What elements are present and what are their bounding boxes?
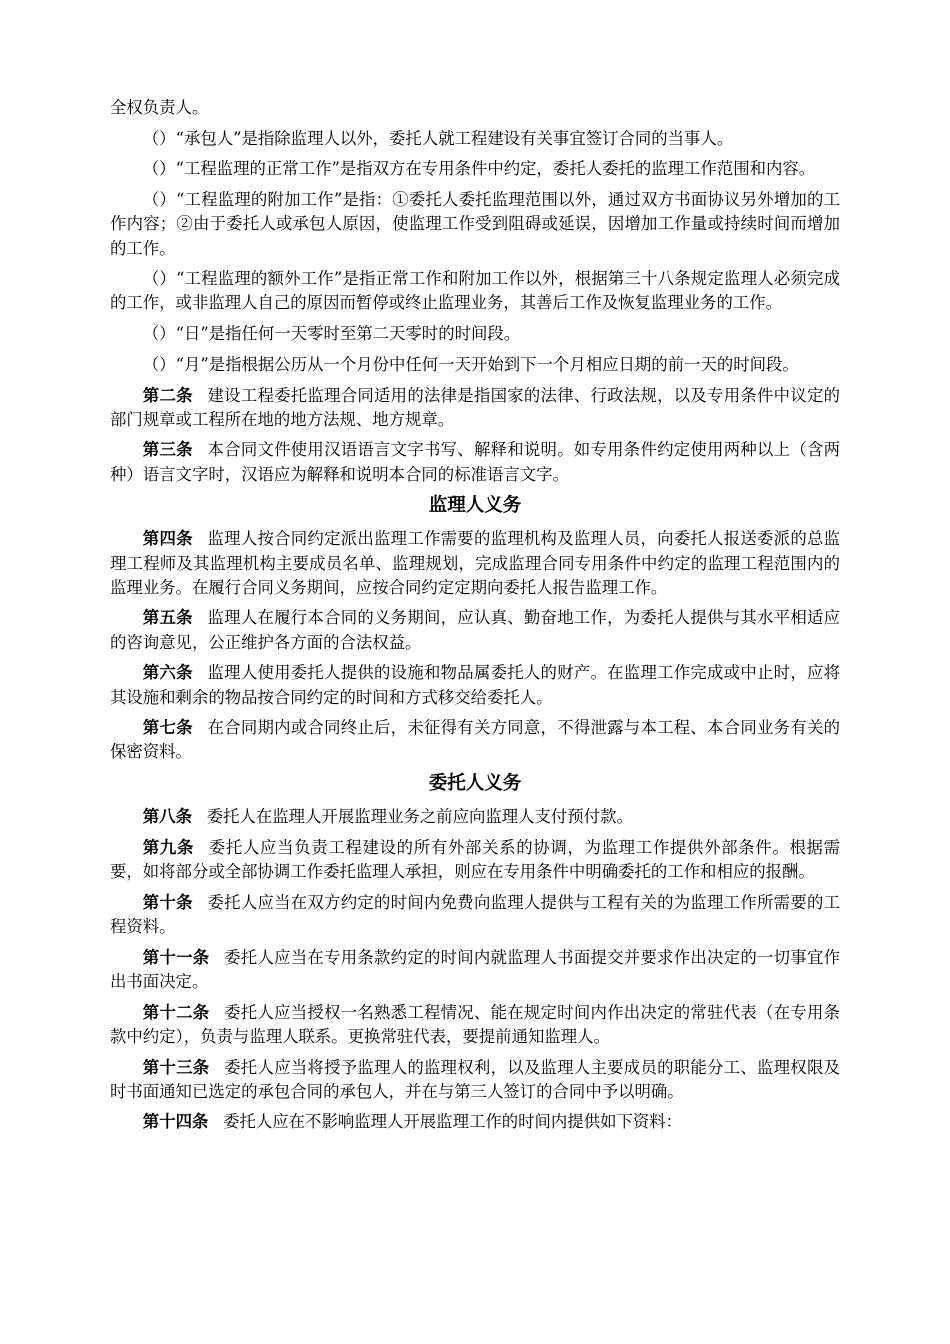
article-text: 委托人应当将授予监理人的监理权利，以及监理人主要成员的职能分工、监理权限及时书面通知已选定的承包合同的承包人，并在与第三人签订的合同中予以明确。	[110, 1057, 841, 1101]
article-text: 监理人使用委托人提供的设施和物品属委托人的财产。在监理工作完成或中止时，应将其设施和剩余的物品按合同约定的时间和方式移交给委托人。	[110, 663, 841, 707]
article-text: 委托人应当在专用条款约定的时间内就监理人书面提交并要求作出决定的一切事宜作出书面决定。	[110, 947, 841, 991]
article-number: 第四条	[142, 529, 193, 549]
article-number: 第十四条	[142, 1112, 209, 1132]
article-10	[110, 891, 840, 939]
article-7	[110, 716, 840, 764]
definition-day: （）“日”是指任何一天零时至第二天零时的时间段。	[142, 324, 521, 344]
article-11	[110, 946, 840, 994]
article-13	[110, 1056, 840, 1104]
definition-extra-work: （）“工程监理的额外工作”是指正常工作和附加工作以外，根据第三十八条规定监理人必须完成的工作，或非监理人自己的原因而暂停或终止监理业务，其善后工作及恢复监理业务的工作。	[110, 269, 840, 313]
article-number: 第九条	[142, 837, 195, 857]
article-8	[110, 805, 840, 829]
article-number: 第八条	[142, 807, 192, 827]
article-number: 第三条	[142, 440, 193, 460]
article-text: 委托人在监理人开展监理业务之前应向监理人支付预付款。	[206, 807, 633, 827]
article-number: 第七条	[142, 718, 193, 738]
article-5	[110, 606, 840, 654]
article-text: 本合同文件使用汉语语言文字书写、解释和说明。如专用条件约定使用两种以上（含两种）语言文字时，汉语应为解释和说明本合同的标准语言文字。	[110, 440, 841, 484]
article-number: 第十条	[142, 892, 193, 912]
intro-continuation: 全权负责人。	[110, 98, 209, 117]
article-text: 委托人应当在双方约定的时间内免费向监理人提供与工程有关的为监理工作所需要的工程资料。	[110, 892, 841, 936]
article-12	[110, 1001, 840, 1049]
article-number: 第十二条	[142, 1002, 210, 1022]
article-number: 第五条	[142, 608, 193, 628]
article-text: 建设工程委托监理合同适用的法律是指国家的法律、行政法规，以及专用条件中议定的部门规章或工程所在地的地方法规、地方规章。	[110, 385, 841, 429]
document-body	[110, 96, 840, 1141]
definition-month: （）“月”是指根据公历从一个月份中任何一天开始到下一个月相应日期的前一天的时间段。	[142, 354, 799, 374]
definition-normal-work: （）“工程监理的正常工作”是指双方在专用条件中约定，委托人委托的监理工作范围和内容。	[142, 159, 816, 179]
article-number: 第十三条	[142, 1057, 210, 1077]
article-text: 委托人应在不影响监理人开展监理工作的时间内提供如下资料：	[223, 1112, 683, 1132]
article-text: 监理人按合同约定派出监理工作需要的监理机构及监理人员，向委托人报送委派的总监理工程师及其监理机构主要成员名单、监理规划，完成监理合同专用条件中约定的监理工程范围内的监理业务。在履行合同义务期间，应按合同约定定期向委托人报告监理工作。	[110, 529, 841, 597]
section-heading-client-obligations: 委托人义务	[428, 773, 522, 795]
article-text: 委托人应当授权一名熟悉工程情况、能在规定时间内作出决定的常驻代表（在专用条款中约定），负责与监理人联系。更换常驻代表，要提前通知监理人。	[110, 1002, 841, 1046]
article-text: 监理人在履行本合同的义务期间，应认真、勤奋地工作，为委托人提供与其水平相适应的咨询意见，公正维护各方面的合法权益。	[110, 608, 841, 652]
article-4	[110, 527, 840, 600]
article-2	[110, 384, 840, 432]
article-text: 在合同期内或合同终止后，未征得有关方同意，不得泄露与本工程、本合同业务有关的保密资料。	[110, 718, 841, 762]
section-heading-supervisor-obligations: 监理人义务	[428, 495, 522, 517]
article-3	[110, 438, 840, 486]
article-number: 第十一条	[142, 947, 210, 967]
article-14	[110, 1110, 840, 1134]
article-number: 第二条	[142, 385, 193, 405]
definition-additional-work: （）“工程监理的附加工作”是指：①委托人委托监理范围以外，通过双方书面协议另外增加的工作内容；②由于委托人或承包人原因，使监理工作受到阻碍或延误，因增加工作量或持续时间而增加的工作。	[110, 190, 840, 258]
article-text: 委托人应当负责工程建设的所有外部关系的协调，为监理工作提供外部条件。根据需要，如将部分或全部协调工作委托监理人承担，则应在专用条件中明确委托的工作和相应的报酬。	[110, 837, 841, 882]
article-9	[110, 836, 840, 884]
article-number: 第六条	[142, 663, 193, 683]
definition-contractor: （）“承包人”是指除监理人以外，委托人就工程建设有关事宜签订合同的当事人。	[142, 128, 734, 148]
article-6	[110, 661, 840, 709]
